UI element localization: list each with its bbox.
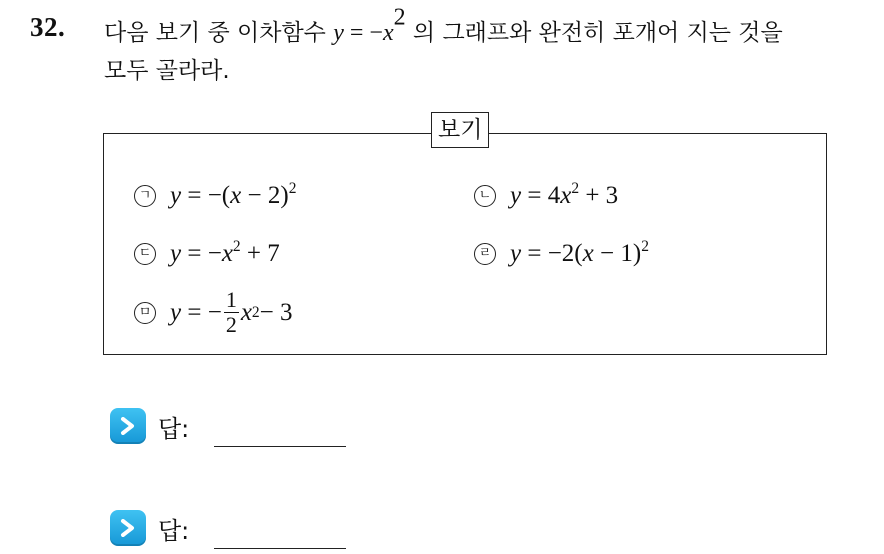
option-1-text: = −( [181,182,231,209]
option-item-1 [134,179,297,210]
option-equation-1: $y = -(x - 2)^2$ [170,179,297,209]
option-3-post: + 7 [240,240,280,267]
answer-blank-2[interactable] [214,548,346,549]
option-marker-4: ㄹ [474,243,496,265]
question-text [104,4,874,90]
answer-row-2 [110,510,189,546]
question-line-2: 모두 골라라. [104,58,230,84]
answer-row-1 [110,408,189,444]
question-text-before: 다음 보기 중 이차함수 [104,20,326,46]
option-item-2 [474,179,619,210]
option-4-post: − 1) [593,240,642,267]
option-3-var: x [221,240,233,267]
option-5-text: = − [181,298,222,326]
function-x: x [382,20,394,46]
option-marker-1: ㄱ [134,185,156,207]
chevron-right-icon [110,408,146,444]
option-4-var: x [582,240,594,267]
option-5-fraction [224,288,239,337]
option-item-5 [134,288,293,337]
options-box-title: 보기 [431,112,489,148]
option-equation-5: y = − $\frac{1}{2}$ x 2 − 3 [170,287,293,337]
function-y: y [333,20,344,46]
function-eq: = − [343,20,383,46]
option-1-exp: 2 [288,179,297,197]
option-equation-3: $y = -x^2 + 7$ [170,237,280,267]
option-5-var: x [240,298,252,326]
option-5-frac-num: 1 [225,287,237,312]
option-2-var: x [560,182,572,209]
option-1-post: − 2) [241,182,289,209]
option-3-exp: 2 [232,237,241,255]
question-number: 32. [30,12,66,42]
option-2-text: = 4 [521,182,561,209]
option-item-3 [134,237,280,268]
option-2-post: + 3 [579,182,619,209]
option-item-4 [474,237,649,268]
option-marker-3: ㄷ [134,243,156,265]
option-4-text: = −2( [521,240,583,267]
question-text-after: 의 그래프와 완전히 포개어 지는 것을 [405,20,783,46]
option-marker-2: ㄴ [474,185,496,207]
option-3-text: = − [181,240,222,267]
option-4-exp: 2 [641,237,649,255]
chevron-right-icon [110,510,146,546]
option-2-exp: 2 [571,179,580,197]
answer-label-2: 답: [158,516,190,545]
option-equation-4: $y = -2(x - 1)^2$ [510,237,649,267]
answer-label-1: 답: [158,414,190,443]
options-box [103,117,827,355]
option-5-post: − 3 [259,298,293,326]
question-line-1 [104,4,874,52]
option-equation-2: $y = 4x^2 + 3$ [510,179,619,209]
option-marker-5: ㅁ [134,302,156,324]
answer-blank-1[interactable] [214,446,346,447]
option-1-var: x [230,182,242,209]
option-5-frac-den: 2 [225,312,237,337]
function-exponent: 2 [393,4,406,31]
